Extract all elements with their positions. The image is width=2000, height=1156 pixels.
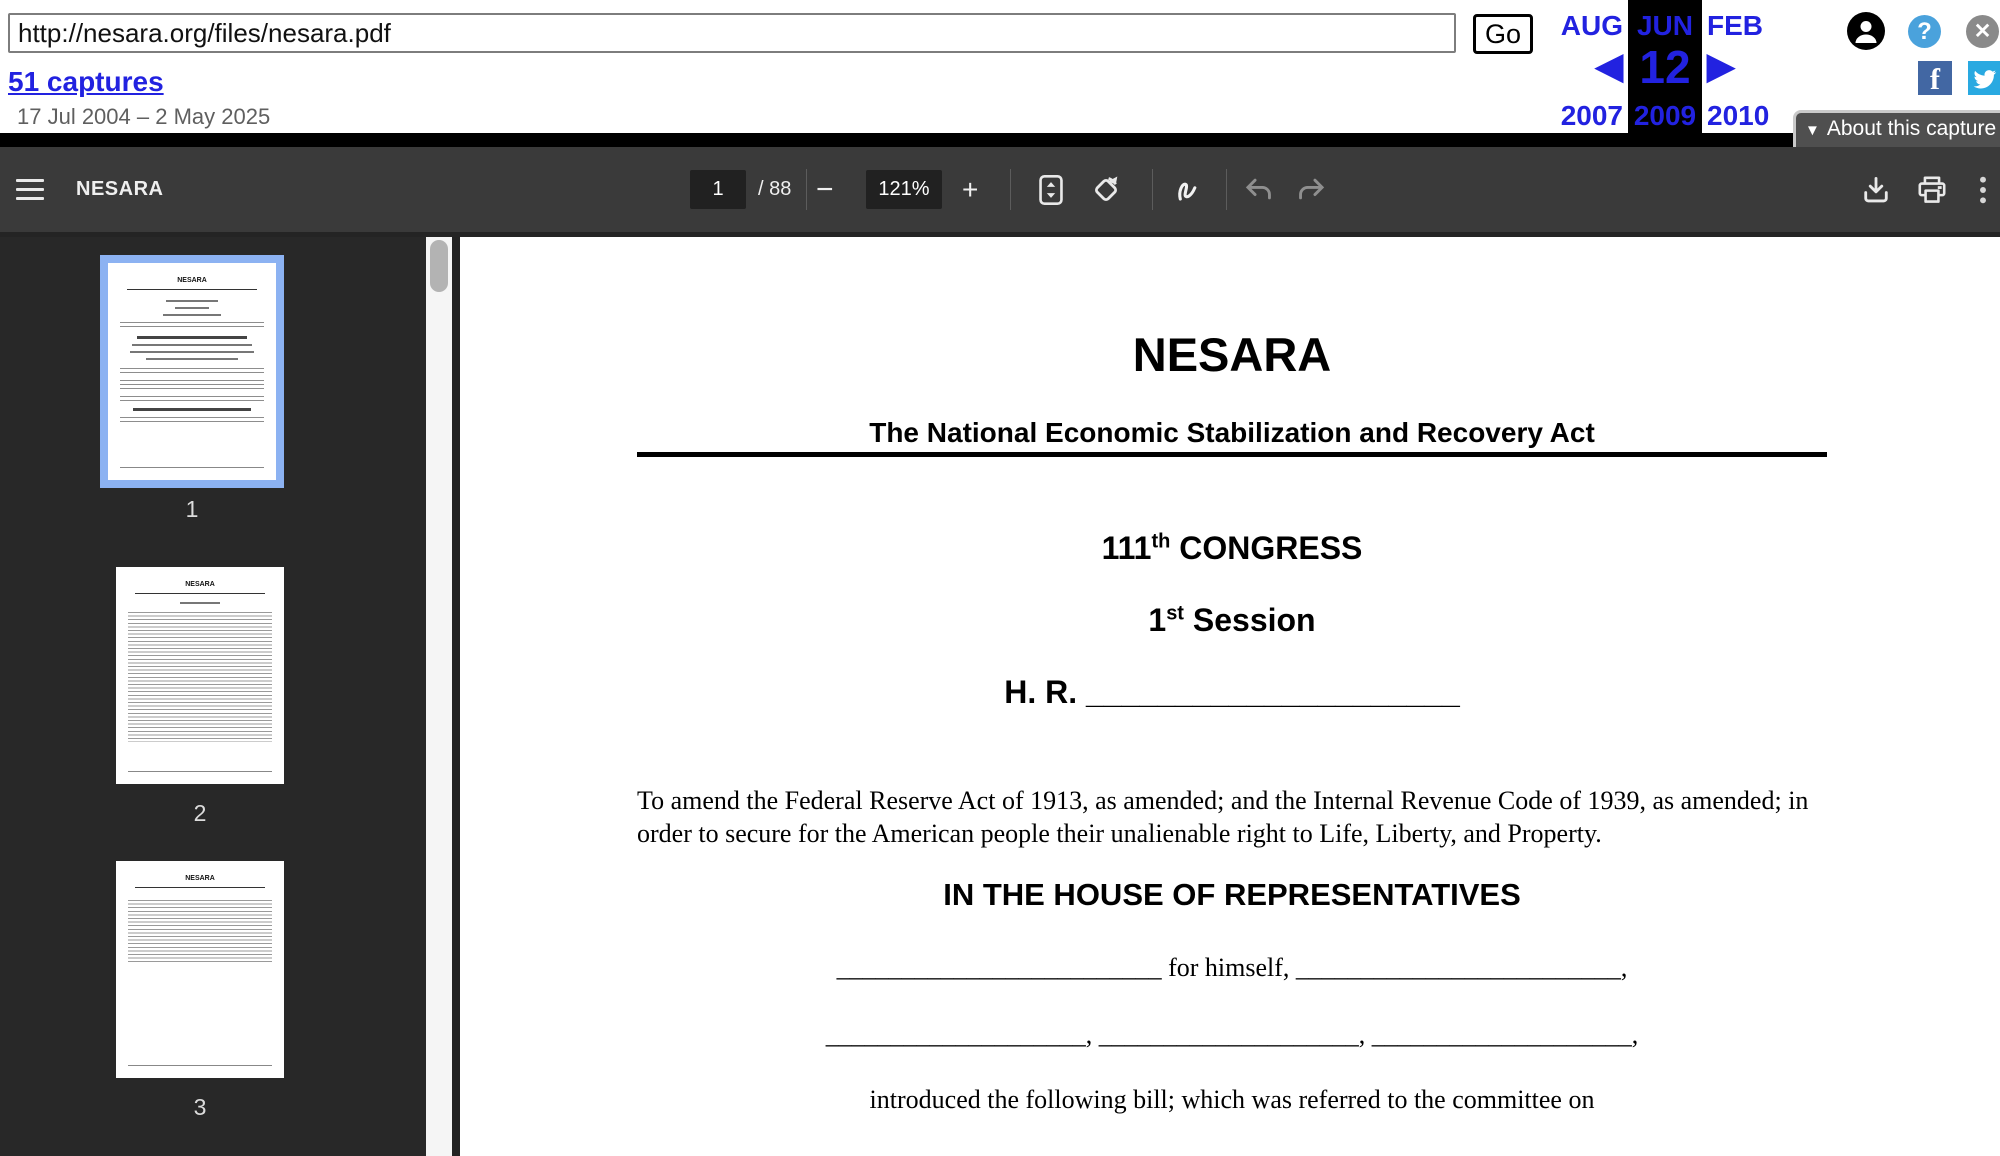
captures-link[interactable]: 51 captures (8, 66, 164, 97)
annotate-ink-icon[interactable] (1170, 147, 1206, 232)
capture-date-range: 17 Jul 2004 – 2 May 2025 (17, 104, 271, 129)
current-month-label: JUN (1636, 10, 1693, 41)
next-year-label[interactable]: 2010 (1707, 100, 1770, 131)
toolbar-divider (1152, 169, 1153, 210)
sidebar-main-divider (452, 237, 460, 1156)
scrollbar-thumb[interactable] (430, 240, 448, 292)
thumbnail-label: 3 (193, 1094, 207, 1120)
print-icon[interactable] (1914, 147, 1950, 232)
zoom-level-display[interactable]: 121% (866, 170, 942, 209)
account-icon[interactable] (1847, 12, 1885, 50)
capture-day: 12 (1639, 41, 1691, 93)
congress-heading: 111th CONGRESS (1101, 530, 1363, 566)
page-thumbnail-1[interactable] (108, 263, 276, 523)
zoom-out-button[interactable]: − (816, 172, 834, 206)
thumb-mini-title: NESARA (185, 581, 215, 588)
close-toolbar-icon[interactable]: ✕ (1966, 15, 1999, 48)
page-count-label: / 88 (758, 178, 792, 200)
page-thumbnail-3[interactable] (116, 861, 284, 1121)
about-this-capture-label: About this capture (1826, 117, 1997, 140)
capture-navigator (1545, 0, 1805, 147)
about-this-capture[interactable] (1793, 110, 2000, 147)
thumbnail-page-preview (108, 263, 276, 480)
pdf-page-1 (637, 237, 1827, 1156)
session-heading: 1st Session (1148, 602, 1316, 638)
menu-icon[interactable] (16, 147, 44, 232)
thumb-mini-title: NESARA (185, 875, 215, 882)
thumbnail-label: 1 (185, 496, 199, 522)
prev-year-label[interactable]: 2007 (1560, 100, 1623, 131)
wayback-header (0, 0, 2000, 133)
hr-number-line: H. R. _____________________ (1004, 674, 1460, 710)
download-icon[interactable] (1858, 147, 1894, 232)
archive-url-input[interactable] (8, 13, 1456, 53)
toolbar-divider (1226, 169, 1227, 210)
twitter-share-icon[interactable] (1968, 61, 2000, 95)
thumbnail-sidebar (0, 237, 426, 1156)
more-options-icon[interactable] (1976, 147, 1990, 232)
cosponsor-blank-line: ____________________, ____________________, ____________________, (825, 1020, 1639, 1049)
prev-capture-arrow-icon[interactable]: ◀ (1595, 45, 1623, 86)
wayback-black-strip (0, 133, 2000, 147)
toolbar-divider (1010, 169, 1011, 210)
undo-icon[interactable] (1242, 147, 1276, 232)
next-month-label[interactable]: FEB (1707, 10, 1763, 41)
doc-subtitle: The National Economic Stabilization and Recovery Act (869, 417, 1595, 448)
toolbar-divider (806, 169, 807, 210)
sidebar-scrollbar[interactable] (426, 237, 452, 1156)
thumbnail-page-preview (116, 567, 284, 784)
introduced-line: introduced the following bill; which was referred to the committee on (869, 1085, 1595, 1114)
chevron-down-icon: ▼ (1805, 122, 1820, 139)
redo-icon[interactable] (1294, 147, 1328, 232)
amend-paragraph: To amend the Federal Reserve Act of 1913, as amended; and the Internal Revenue Code of 1939, as amended; in order to secure for the American people their unalienable right to Life, Liberty, and Property. (637, 786, 1809, 848)
thumbnail-page-preview (116, 861, 284, 1078)
next-capture-arrow-icon[interactable]: ▶ (1707, 45, 1735, 86)
go-button[interactable]: Go (1473, 14, 1533, 54)
facebook-share-icon[interactable]: f (1918, 61, 1952, 95)
pdf-page-view (460, 237, 2000, 1156)
thumbnail-label: 2 (193, 800, 207, 826)
zoom-in-button[interactable]: + (962, 173, 979, 205)
current-year-label: 2009 (1633, 100, 1697, 131)
page-thumbnail-2[interactable] (116, 567, 284, 827)
fit-to-page-icon[interactable] (1034, 147, 1068, 232)
house-heading: IN THE HOUSE OF REPRESENTATIVES (943, 877, 1521, 912)
prev-month-label[interactable]: AUG (1560, 10, 1623, 41)
rotate-icon[interactable] (1088, 147, 1124, 232)
doc-title-rule (637, 452, 1827, 457)
thumb-mini-title: NESARA (177, 277, 207, 284)
doc-title: NESARA (1132, 328, 1332, 381)
pdf-toolbar (0, 147, 2000, 232)
page-number-input[interactable]: 1 (690, 170, 746, 209)
pdf-document-title: NESARA (76, 178, 164, 200)
sponsor-blank-line: _________________________ for himself, _________________________, (836, 953, 1628, 982)
help-icon[interactable]: ? (1908, 15, 1941, 48)
